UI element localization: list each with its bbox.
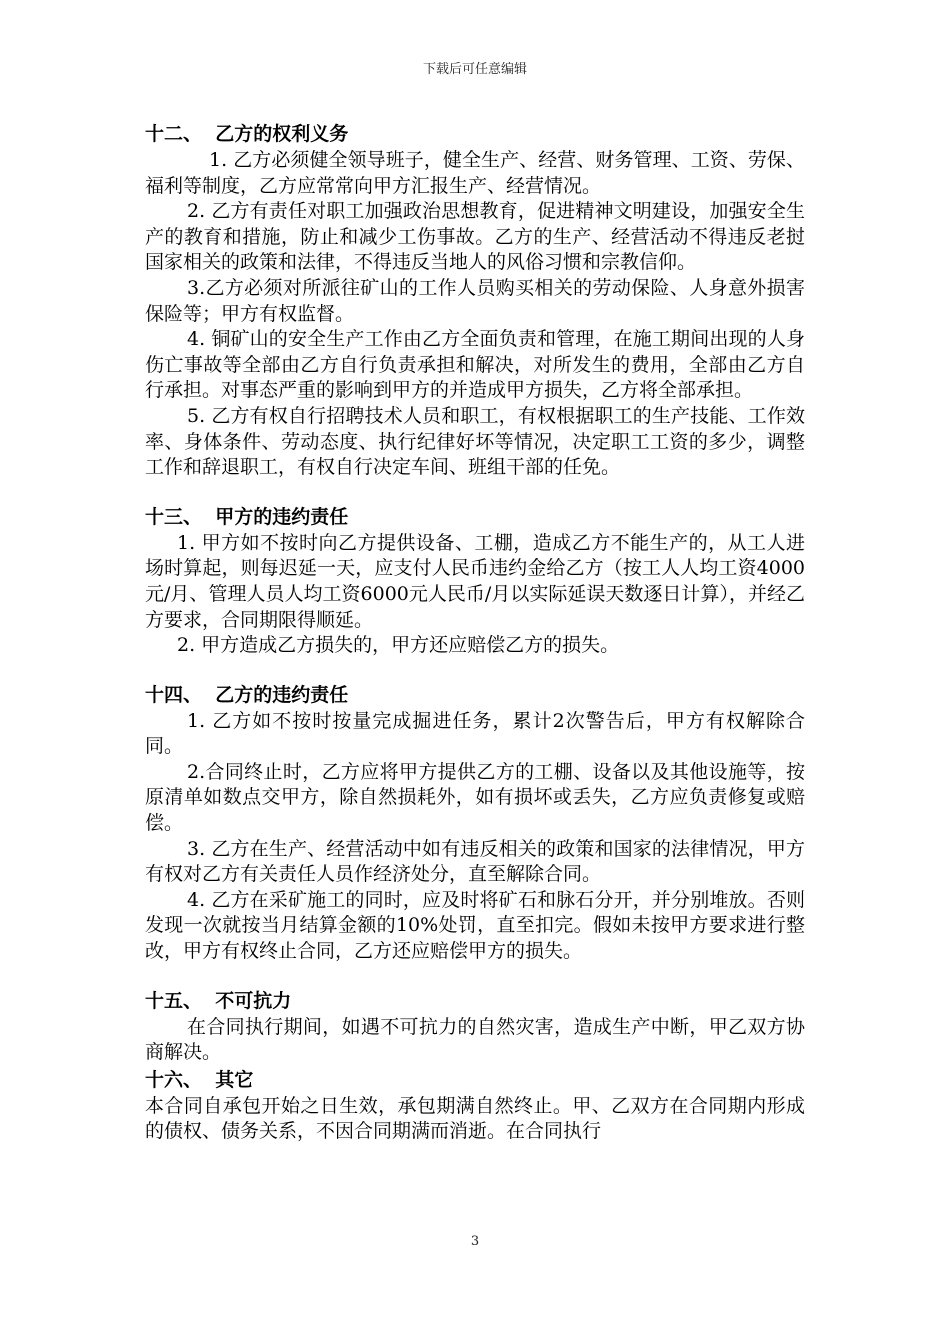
paragraph: 4. 铜矿山的安全生产工作由乙方全面负责和管理，在施工期间出现的人身伤亡事故等全部由乙方自行负责承担和解决，对所发生的费用，全部由乙方自行承担。对事态严重的影响到甲方的并造成甲方损失，乙方将全部承担。: [145, 328, 805, 402]
document-body: [145, 120, 805, 1145]
paragraph: 3. 乙方在生产、经营活动中如有违反相关的政策和国家的法律情况，甲方有权对乙方有关责任人员作经济处分，直至解除合同。: [145, 837, 805, 886]
page-number: 3: [470, 1234, 480, 1249]
section-14: [145, 681, 805, 965]
section-title: 十五、 不可抗力: [145, 989, 292, 1012]
paragraph: 1. 乙方必须健全领导班子，健全生产、经营、财务管理、工资、劳保、福利等制度，乙方应常常向甲方汇报生产、经营情况。: [145, 149, 805, 197]
page-header: 下载后可任意编辑: [422, 62, 527, 77]
section-13: [145, 503, 805, 659]
section-title: 十四、 乙方的违约责任: [145, 683, 349, 706]
section-16: [145, 1066, 805, 1145]
paragraph: 1. 甲方如不按时向乙方提供设备、工棚，造成乙方不能生产的，从工人进场时算起，则每迟延一天，应支付人民币违约金给乙方（按工人人均工资4000元/月、管理人员人均工资6000元人民币/月以实际延误天数逐日计算），并经乙方要求，合同期限得顺延。: [145, 531, 805, 631]
paragraph: 1. 乙方如不按时按量完成掘进任务，累计2次警告后，甲方有权解除合同。: [145, 709, 805, 758]
paragraph: 5. 乙方有权自行招聘技术人员和职工，有权根据职工的生产技能、工作效率、身体条件、劳动态度、执行纪律好坏等情况，决定职工工资的多少，调整工作和辞退职工，有权自行决定车间、班组干部的任免。: [145, 404, 805, 479]
section-title: 十六、 其它: [145, 1068, 254, 1091]
paragraph: 2. 甲方造成乙方损失的，甲方还应赔偿乙方的损失。: [177, 634, 620, 657]
paragraph: 在合同执行期间，如遇不可抗力的自然灾害，造成生产中断，甲乙双方协商解决。: [145, 1015, 805, 1064]
paragraph: 4. 乙方在采矿施工的同时，应及时将矿石和脉石分开，并分别堆放。否则发现一次就按当月结算金额的10%处罚，直至扣完。假如未按甲方要求进行整改，甲方有权终止合同，乙方还应赔偿甲方的损失。: [145, 888, 805, 963]
section-15: [145, 987, 805, 1066]
section-title: 十三、 甲方的违约责任: [145, 505, 349, 528]
paragraph: 本合同自承包开始之日生效，承包期满自然终止。甲、乙双方在合同期内形成的债权、债务关系，不因合同期满而消逝。在合同执行: [145, 1094, 805, 1143]
paragraph: 2. 乙方有责任对职工加强政治思想教育，促进精神文明建设，加强安全生产的教育和措施，防止和减少工伤事故。乙方的生产、经营活动不得违反老挝国家相关的政策和法律，不得违反当地人的风俗习惯和宗教信仰。: [145, 200, 805, 274]
section-12: [145, 120, 805, 481]
paragraph: 3.乙方必须对所派往矿山的工作人员购买相关的劳动保险、人身意外损害保险等；甲方有权监督。: [145, 276, 805, 325]
section-title: 十二、 乙方的权利义务: [145, 123, 349, 145]
paragraph: 2.合同终止时，乙方应将甲方提供乙方的工棚、设备以及其他设施等，按原清单如数点交甲方，除自然损耗外，如有损坏或丢失，乙方应负责修复或赔偿。: [145, 760, 805, 835]
